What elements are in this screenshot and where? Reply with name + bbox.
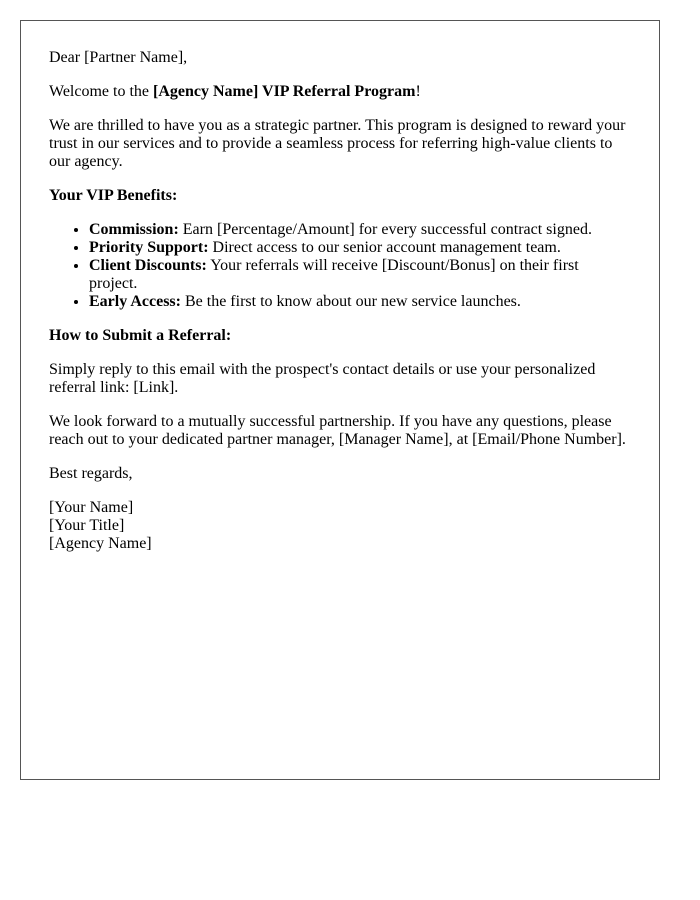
sign-off: Best regards, — [49, 465, 133, 482]
benefit-label: Priority Support: — [89, 239, 209, 256]
benefits-list — [49, 221, 631, 311]
benefit-item-early-access — [89, 293, 631, 311]
benefit-item-commission — [89, 221, 631, 239]
benefits-heading: Your VIP Benefits: — [49, 187, 178, 204]
submit-heading: How to Submit a Referral: — [49, 327, 232, 344]
benefit-text: Your referrals will receive [Discount/Bonus] on their first project. — [89, 257, 579, 292]
submit-paragraph: Simply reply to this email with the prospect's contact details or use your personalized referral link: [Link]. — [49, 361, 596, 396]
letter-document — [20, 20, 660, 780]
welcome-line — [49, 83, 631, 101]
benefit-item-priority-support — [89, 239, 631, 257]
signature-title: [Your Title] — [49, 517, 125, 534]
benefit-text: Direct access to our senior account management team. — [208, 239, 561, 256]
signature-block — [49, 499, 631, 553]
benefit-item-client-discounts — [89, 257, 631, 293]
benefit-label: Early Access: — [89, 293, 181, 310]
closing-paragraph: We look forward to a mutually successful partnership. If you have any questions, please reach out to your dedicated partner manager, [Manager Name], at [Email/Phone Number]. — [49, 413, 626, 448]
intro-paragraph: We are thrilled to have you as a strategic partner. This program is designed to reward your trust in our services and to provide a seamless process for referring high-value clients to our agency. — [49, 117, 626, 170]
benefit-label: Client Discounts: — [89, 257, 207, 274]
benefit-label: Commission: — [89, 221, 179, 238]
welcome-suffix: ! — [415, 83, 421, 100]
signature-agency: [Agency Name] — [49, 535, 152, 552]
benefit-text: Earn [Percentage/Amount] for every successful contract signed. — [178, 221, 592, 238]
signature-name: [Your Name] — [49, 499, 134, 516]
welcome-prefix: Welcome to the — [49, 83, 154, 100]
greeting: Dear [Partner Name], — [49, 49, 188, 66]
benefit-text: Be the first to know about our new service launches. — [180, 293, 521, 310]
program-name: [Agency Name] VIP Referral Program — [153, 83, 416, 100]
